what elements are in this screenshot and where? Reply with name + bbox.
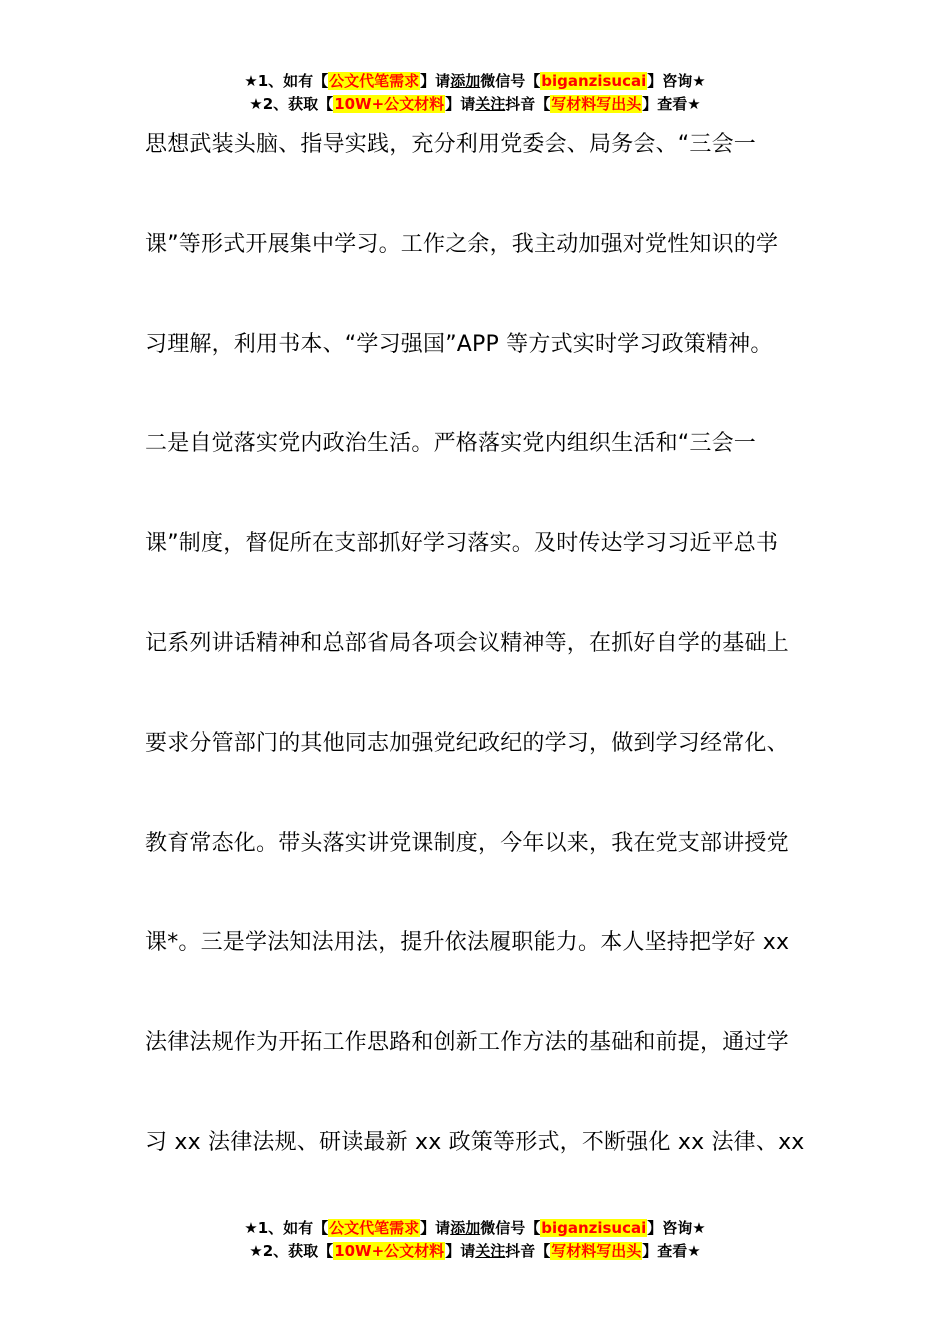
banner-text: 微信号【 (480, 72, 541, 90)
banner-wechat-id: biganzisucai (541, 72, 647, 90)
banner-text: 微信号【 (480, 1219, 541, 1237)
header-banner (0, 70, 950, 116)
banner-douyin-id: 写材料写出头 (551, 1242, 642, 1260)
banner-line-1 (0, 70, 950, 93)
body-line: 习理解，利用书本、“学习强国”APP 等方式实时学习政策精神。 (145, 331, 773, 357)
banner-emphasis: 添加 (450, 72, 481, 90)
banner-text: 】查看★ (642, 95, 701, 113)
body-line: 法律法规作为开拓工作思路和创新工作方法的基础和前提，通过学 (145, 1030, 789, 1056)
banner-text: ★2、获取【 (249, 95, 334, 113)
banner-wechat-id: biganzisucai (541, 1219, 647, 1237)
body-line: 思想武装头脑、指导实践，充分利用党委会、局务会、“三会一 (145, 132, 756, 157)
banner-text: 】查看★ (642, 1242, 701, 1260)
banner-text: 】咨询★ (647, 1219, 706, 1237)
banner-text: ★1、如有【 (244, 72, 329, 90)
banner-text: 抖音【 (505, 1242, 551, 1260)
banner-text: 】请 (420, 1219, 451, 1237)
banner-emphasis: 关注 (475, 95, 506, 113)
banner-text: ★2、获取【 (249, 1242, 334, 1260)
banner-douyin-id: 写材料写出头 (551, 95, 642, 113)
body-line: 课*。三是学法知法用法，提升依法履职能力。本人坚持把学好 xx (145, 930, 790, 956)
footer-banner (0, 1217, 950, 1263)
banner-line-1 (0, 1217, 950, 1240)
banner-highlight: 10W+公文材料 (334, 95, 445, 113)
banner-line-2 (0, 1240, 950, 1263)
banner-highlight: 公文代笔需求 (329, 72, 420, 90)
banner-emphasis: 关注 (475, 1242, 506, 1260)
banner-text: 】请 (420, 72, 451, 90)
banner-text: 】咨询★ (647, 72, 706, 90)
body-line: 课”制度，督促所在支部抓好学习落实。及时传达学习习近平总书 (145, 531, 779, 557)
body-line: 课”等形式开展集中学习。工作之余，我主动加强对党性知识的学 (145, 231, 779, 257)
banner-text: 】请 (445, 95, 476, 113)
banner-text: 抖音【 (505, 95, 551, 113)
banner-text: 】请 (445, 1242, 476, 1260)
body-line: 教育常态化。带头落实讲党课制度，今年以来，我在党支部讲授党 (145, 830, 789, 856)
banner-highlight: 10W+公文材料 (334, 1242, 445, 1260)
banner-highlight: 公文代笔需求 (329, 1219, 420, 1237)
banner-line-2 (0, 93, 950, 116)
document-body (145, 122, 805, 1220)
body-line: 二是自觉落实党内政治生活。严格落实党内组织生活和“三会一 (145, 431, 756, 457)
body-line: 记系列讲话精神和总部省局各项会议精神等，在抓好自学的基础上 (145, 630, 789, 656)
banner-emphasis: 添加 (450, 1219, 481, 1237)
body-line: 习 xx 法律法规、研读最新 xx 政策等形式，不断强化 xx 法律、xx (145, 1129, 805, 1155)
banner-text: ★1、如有【 (244, 1219, 329, 1237)
body-line: 要求分管部门的其他同志加强党纪政纪的学习，做到学习经常化、 (145, 730, 789, 756)
